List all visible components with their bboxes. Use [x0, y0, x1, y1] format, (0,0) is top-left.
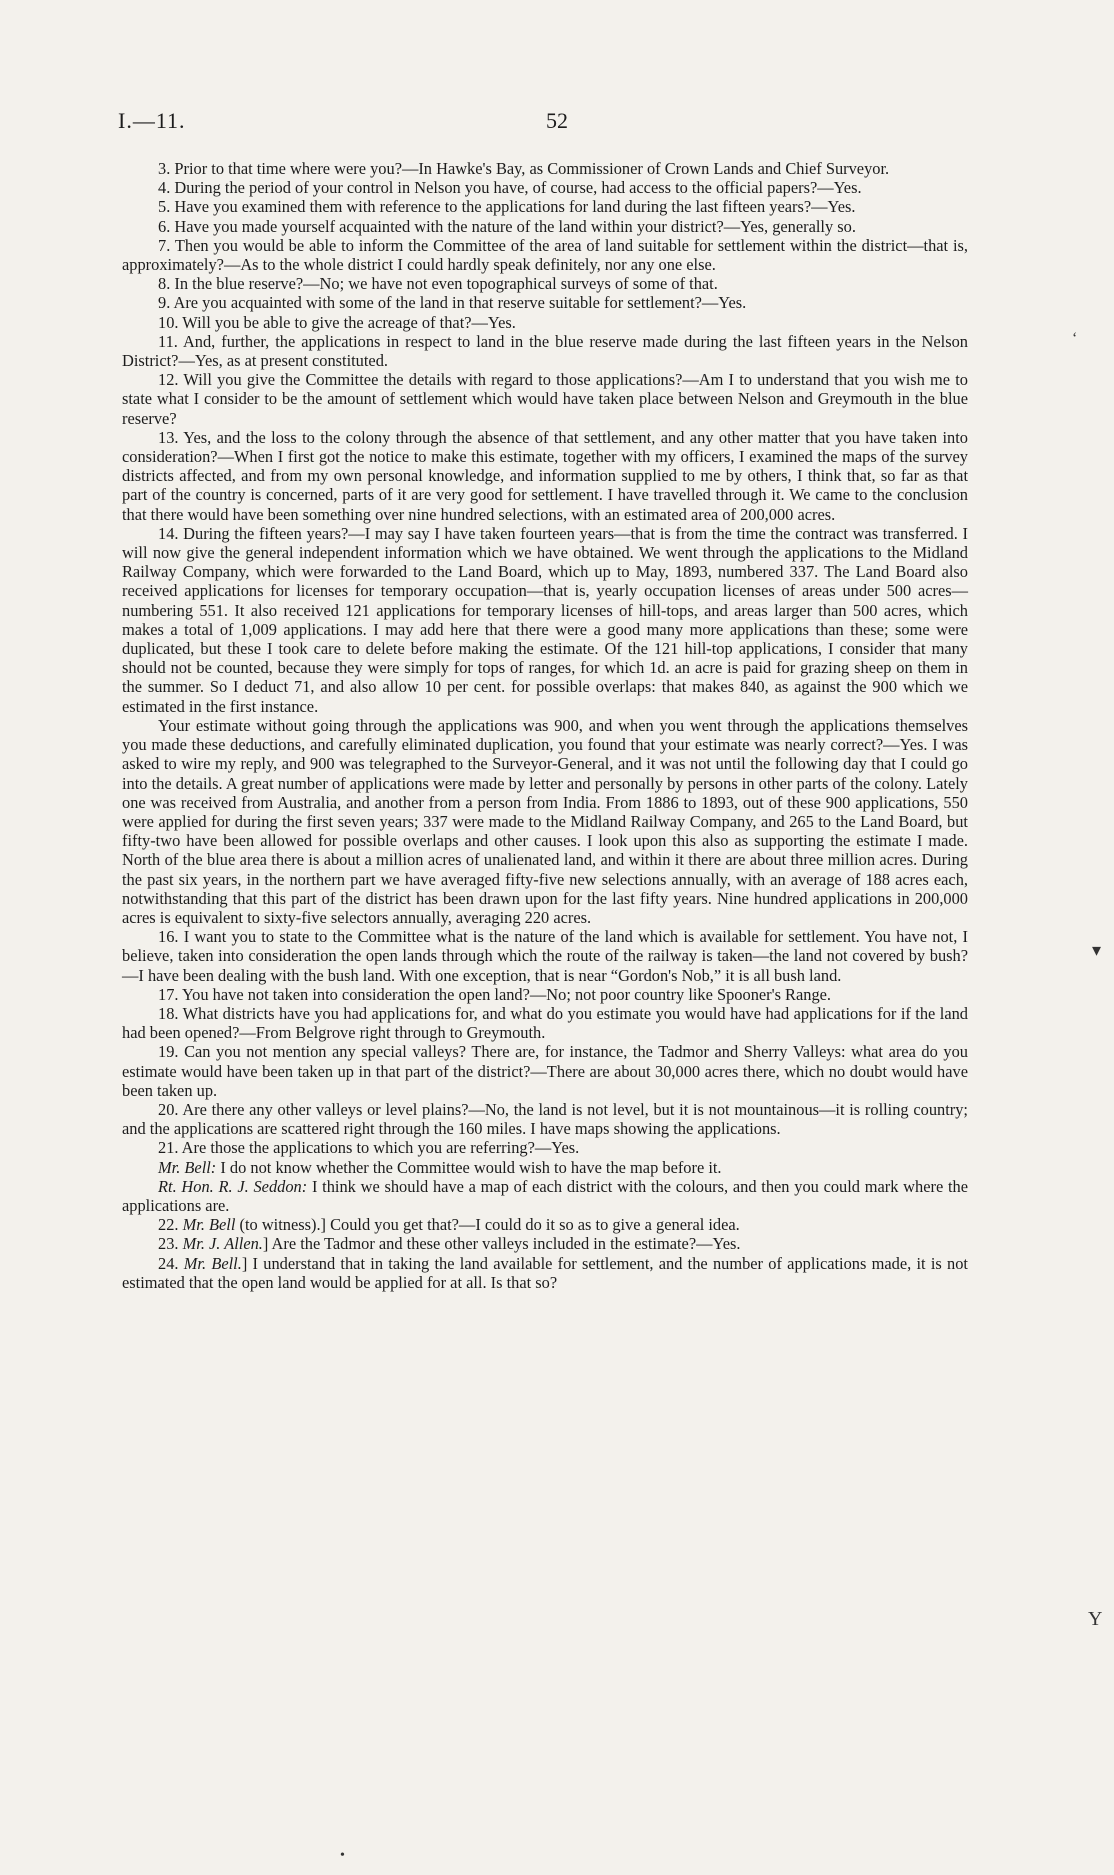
margin-mark: •: [340, 1848, 345, 1863]
speaker-name: Mr. Bell:: [158, 1157, 217, 1177]
question-line: [122, 1234, 968, 1253]
paragraph: 9. Are you acquainted with some of the land in that reserve suitable for settlement?—Yes.: [158, 293, 747, 313]
paragraph: 18. What districts have you had applications for, and what do you estimate you would have had applications for if the land had been opened?—From Belgrove right through to Greymouth.: [122, 1003, 968, 1043]
paragraph: 13. Yes, and the loss to the colony through the absence of that settlement, and any other matter that you have taken into consideration?—When I first got the notice to make this estimate, together with my officers, I examined the maps of the survey districts affected, and from my own personal knowledge, and information supplied to me by others, I think that, so far as that part of the country is concerned, parts of it are very good for settlement. I have travelled through it. We came to the conclusion that there would have been something over nine hundred selections, with an estimated area of 200,000 acres.: [122, 427, 968, 524]
question-number: 24.: [158, 1253, 179, 1273]
question-text: ] I understand that in taking the land available for settlement, and the number of applications made, it is not estimated that the open land would be applied for at all. Is that so?: [122, 1253, 968, 1292]
question-text: (to witness).] Could you get that?—I could do it so as to give a general idea.: [235, 1215, 740, 1235]
paragraph: 14. During the fifteen years?—I may say I have taken fourteen years—that is from the time the contract was transferred. I will now give the general independent information which we have obtained. We went through the applications to the Midland Railway Company, which were forwarded to the Land Board, which up to May, 1893, numbered 337. The Land Board also received applications for licenses for temporary occupation—that is, yearly occupation licenses of areas under 500 acres—numbering 551. It also received 121 applications for temporary licenses of hill-tops, and areas larger than 500 acres, which makes a total of 1,009 applications. I may add here that there were a good many more applications than these; some were duplicated, but these I took care to delete before making the estimate. Of the 121 hill-top applications, I consider that many should not be counted, because they were simply for tops of ranges, for which 1d. an acre is paid for grazing sheep on them in the summer. So I deduct 71, and also allow 10 per cent. for possible overlaps: that makes 840, as against the 900 which we estimated in the first instance.: [122, 523, 968, 716]
paragraph: 4. During the period of your control in Nelson you have, of course, had access to the official papers?—Yes.: [158, 178, 862, 198]
paragraph: 21. Are those the applications to which you are referring?—Yes.: [158, 1138, 580, 1158]
speaker-line: [122, 1158, 968, 1177]
paragraph: 20. Are there any other valleys or level plains?—No, the land is not level, but it is not mountainous—it is rolling country; and the applications are scattered right through the 160 miles. I have maps showing the applications.: [122, 1099, 968, 1139]
paragraph: 17. You have not taken into consideration the open land?—No; not poor country like Spooner's Range.: [158, 984, 832, 1004]
speaker-name: Mr. J. Allen.: [182, 1234, 263, 1254]
speaker-text: I think we should have a map of each district with the colours, and then you could mark where the applications are.: [122, 1176, 969, 1215]
paragraph: Your estimate without going through the applications was 900, and when you went through the applications themselves you made these deductions, and carefully eliminated duplication, you found that your estimate was nearly correct?—Yes. I was asked to wire my reply, and 900 was telegraphed to the Surveyor-General, and it was not until the following day that I could go into the details. A great number of applications were made by letter and personally by persons in other parts of the colony. Lately one was received from Australia, and another from a person from India. From 1886 to 1893, out of these 900 applications, 550 were applied for during the first seven years; 337 were made to the Midland Railway Company, and 265 to the Land Board, but fifty-two have been allowed for possible overlaps and other causes. I look upon this also as supporting the estimate I made. North of the blue area there is about a million acres of unalienated land, and within it there are about three million acres. During the past six years, in the northern part we have averaged fifty-five new selections annually, with an average of 188 acres each, notwithstanding that this part of the district has been drawn upon for the last fifty years. Nine hundred applications in 200,000 acres is equivalent to sixty-five selectors annually, averaging 220 acres.: [122, 715, 968, 927]
question-text: ] Are the Tadmor and these other valleys included in the estimate?—Yes.: [262, 1234, 741, 1254]
margin-mark: ‘: [1072, 330, 1078, 347]
paragraph: 12. Will you give the Committee the details with regard to those applications?—Am I to understand that you wish me to state what I consider to be the amount of settlement which would have taken place between Nelson and Greymouth in the blue reserve?: [122, 370, 968, 428]
paragraph: 10. Will you be able to give the acreage of that?—Yes.: [158, 312, 516, 332]
paragraph: 8. In the blue reserve?—No; we have not even topographical surveys of some of that.: [158, 274, 718, 294]
paragraph: 11. And, further, the applications in respect to land in the blue reserve made during the last fifteen years in the Nelson District?—Yes, as at present constituted.: [122, 331, 968, 371]
document-body: [122, 159, 968, 1292]
speaker-name: Mr. Bell.: [183, 1253, 242, 1273]
speaker-name: Mr. Bell: [182, 1215, 236, 1235]
margin-mark: Y: [1088, 1608, 1103, 1630]
document-reference: I.—11.: [118, 108, 186, 133]
speaker-name: Rt. Hon. R. J. Seddon:: [158, 1176, 308, 1196]
question-number: 22.: [158, 1215, 179, 1235]
paragraph: 6. Have you made yourself acquainted with the nature of the land within your district?—Yes, generally so.: [158, 216, 856, 236]
page-number: 52: [546, 108, 568, 133]
margin-mark: ▾: [1092, 940, 1102, 960]
paragraph: 5. Have you examined them with reference to the applications for land during the last fifteen years?—Yes.: [158, 197, 856, 217]
paragraph: 19. Can you not mention any special valleys? There are, for instance, the Tadmor and Sherry Valleys: what area do you estimate would have been taken up in that part of the district?—There are about 30,000 acres there, which no doubt would have been taken up.: [122, 1042, 968, 1100]
question-number: 23.: [158, 1234, 179, 1254]
paragraph: 16. I want you to state to the Committee what is the nature of the land which is available for settlement. You have not, I believe, taken into consideration the open lands through which the route of the railway is taken—the land not covered by bush?—I have been dealing with the bush land. With one exception, that is near “Gordon's Nob,” it is all bush land.: [122, 927, 968, 985]
speaker-text: I do not know whether the Committee would wish to have the map before it.: [216, 1157, 722, 1177]
question-line: [122, 1215, 968, 1234]
question-line: [122, 1254, 968, 1292]
paragraph: 3. Prior to that time where were you?—In Hawke's Bay, as Commissioner of Crown Lands and Chief Surveyor.: [158, 159, 890, 178]
paragraph: 7. Then you would be able to inform the Committee of the area of land suitable for settlement within the district—that is, approximately?—As to the whole district I could hardly speak definitely, nor any one else.: [122, 235, 968, 275]
speaker-line: [122, 1177, 968, 1215]
